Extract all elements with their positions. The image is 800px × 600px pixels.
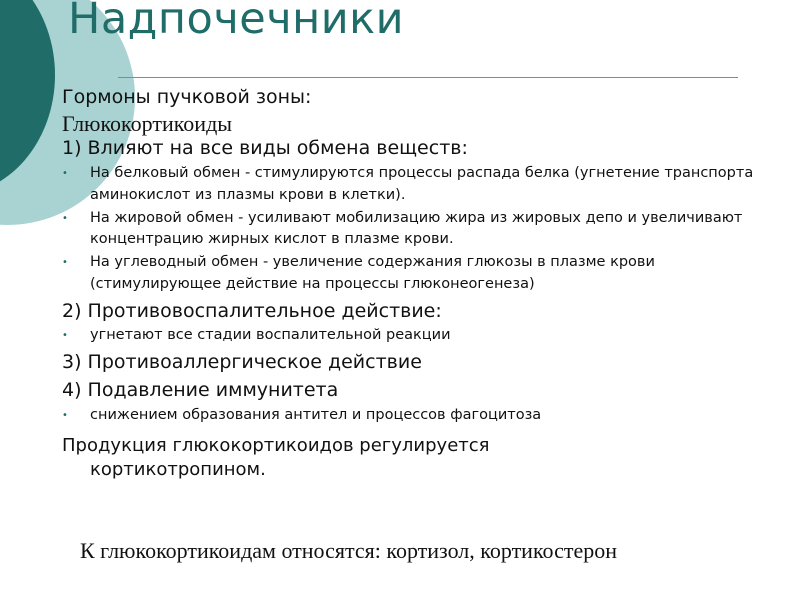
point-4-heading: 4) Подавление иммунитета [62,378,339,401]
point-2-bullets [62,325,762,347]
footer-note: К глюкокортикоидам относятся: кортизол, кортикостерон [80,538,617,563]
bullet-icon: • [62,168,68,179]
section-heading: Глюкокортикоиды [62,110,233,136]
bullet-icon: • [62,330,68,342]
slide-title: Надпочечники [68,0,405,44]
list-item [62,252,762,296]
bullet-text: На белковый обмен - стимулируются процессы распада белка (угнетение транспорта аминокислот из плазмы крови в клетки). [90,165,754,203]
point-1-bullets [62,163,762,296]
point-4-bullets [62,405,762,427]
slide-content [62,86,762,481]
list-item [62,325,762,347]
list-item [62,163,762,207]
subtitle: Гормоны пучковой зоны: [62,86,312,108]
bullet-text: снижением образования антител и процессов фагоцитоза [90,406,542,423]
bullet-text: На жировой обмен - усиливают мобилизацию жира из жировых депо и увеличивают концентрацию жирных кислот в плазме крови. [90,209,743,248]
production-line-2: кортикотропином. [90,458,266,480]
bullet-icon: • [62,212,68,224]
list-item [62,405,762,427]
point-3-heading: 3) Противоаллергическое действие [62,351,422,373]
bullet-icon: • [62,409,68,421]
list-item [62,208,762,252]
bullet-icon: • [62,257,68,268]
production-line-1: Продукция глюкокортикоидов регулируется [62,435,490,457]
bullet-text: На углеводный обмен - увеличение содержания глюкозы в плазме крови (стимулирующее действие на процессы глюконеогенеза) [90,254,655,292]
title-divider [118,77,738,78]
production-note [62,434,762,481]
point-2-heading: 2) Противовоспалительное действие: [62,299,442,322]
bullet-text: угнетают все стадии воспалительной реакции [90,327,451,344]
point-1-heading: 1) Влияют на все виды обмена веществ: [62,137,468,160]
